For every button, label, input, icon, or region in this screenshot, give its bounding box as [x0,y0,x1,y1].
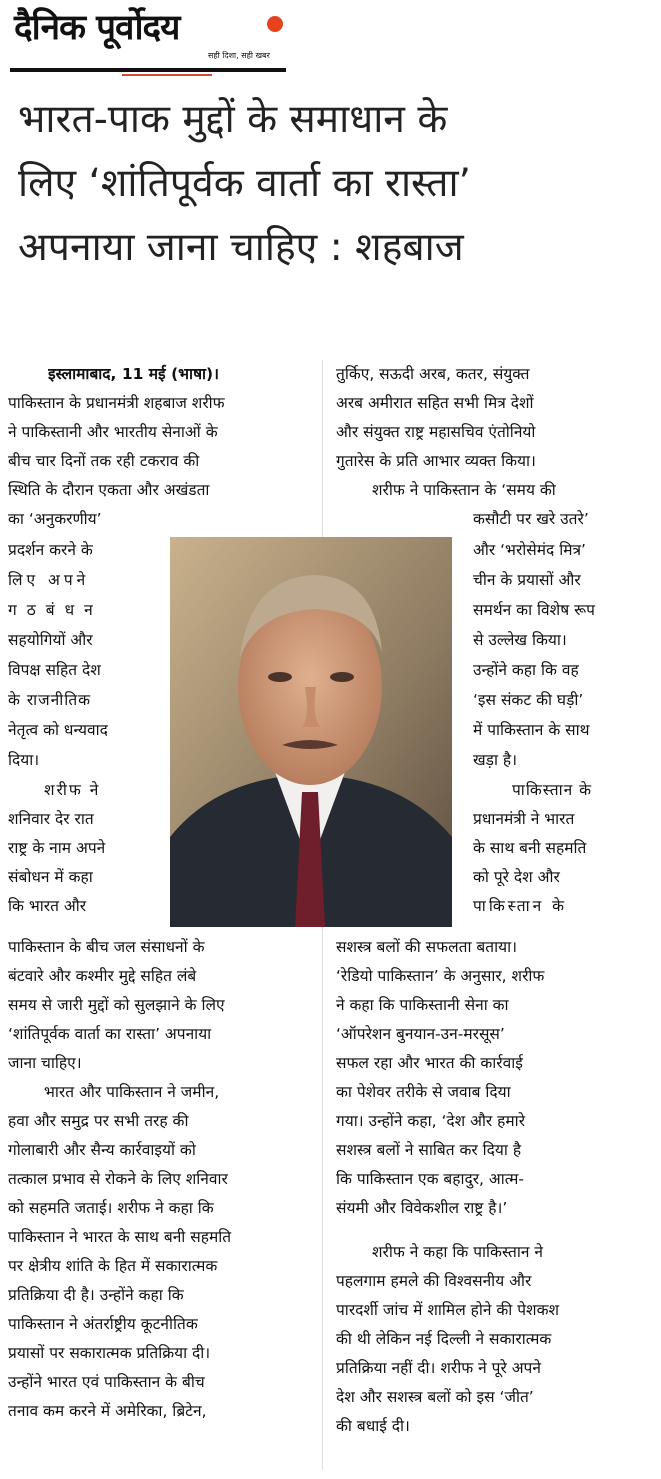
right-line: से उल्लेख किया। [473,631,567,649]
left-line: भारत और पाकिस्तान ने जमीन, [44,1083,220,1101]
headline-line-2: लिए ‘शांतिपूर्वक वार्ता का रास्ता’ [18,161,471,206]
left-line: ‘शांतिपूर्वक वार्ता का रास्ता’ अपनाया [8,1025,212,1043]
left-line: को सहमति जताई। शरीफ ने कहा कि [8,1199,214,1217]
left-line: गठबंधन [8,601,103,619]
left-line: का ‘अनुकरणीय’ [8,510,102,528]
left-line: पर क्षेत्रीय शांति के हित में सकारात्मक [8,1257,218,1275]
right-line: ‘ऑपरेशन बुनयान-उन-मरसूस’ [336,1025,505,1043]
left-line: के राजनीतिक [8,691,92,709]
left-line: प्रयासों पर सकारात्मक प्रतिक्रिया दी। [8,1344,211,1362]
left-line: जाना चाहिए। [8,1054,82,1072]
left-line: पाकिस्तान ने भारत के साथ बनी सहमति [8,1228,232,1246]
left-line: शरीफ ने [44,781,101,799]
left-line: पाकिस्तान के बीच जल संसाधनों के [8,938,205,956]
left-line: समय से जारी मुद्दों को सुलझाने के लिए [8,996,225,1014]
right-line: की थी लेकिन नई दिल्ली ने सकारात्मक [336,1330,552,1348]
masthead-title: दैनिक पूर्वोदय [14,8,180,48]
right-line: पहलगाम हमले की विश्वसनीय और [336,1272,532,1290]
right-line: तुर्किए, सऊदी अरब, कतर, संयुक्त [336,365,530,383]
left-line: उन्होंने भारत एवं पाकिस्तान के बीच [8,1373,205,1391]
right-line: देश और सशस्त्र बलों को इस ‘जीत’ [336,1388,534,1406]
right-line: को पूरे देश और [473,868,560,886]
left-line: प्रदर्शन करने के [8,541,93,559]
left-line: पाकिस्तान के प्रधानमंत्री शहबाज शरीफ [8,394,225,412]
right-line: पाकिस्तान के [473,897,568,915]
right-line: ने कहा कि पाकिस्तानी सेना का [336,996,509,1014]
left-line: बंटवारे और कश्मीर मुद्दे सहित लंबे [8,967,197,985]
right-line: कि पाकिस्तान एक बहादुर, आत्म- [336,1170,524,1188]
right-line: में पाकिस्तान के साथ [473,721,590,739]
left-line: हवा और समुद्र पर सभी तरह की [8,1112,189,1130]
masthead-rule [10,68,286,72]
left-line: तत्काल प्रभाव से रोकने के लिए शनिवार [8,1170,228,1188]
left-line: ने पाकिस्तानी और भारतीय सेनाओं के [8,423,218,441]
left-line: संबोधन में कहा [8,868,93,886]
right-line: खड़ा है। [473,751,518,769]
right-line: का पेशेवर तरीके से जवाब दिया [336,1083,511,1101]
right-line: और संयुक्त राष्ट्र महासचिव एंतोनियो [336,423,536,441]
masthead [10,6,286,72]
left-line: तनाव कम करने में अमेरिका, ब्रिटेन, [8,1402,207,1420]
portrait-photo [170,537,452,927]
right-line: पारदर्शी जांच में शामिल होने की पेशकश [336,1301,560,1319]
left-line: दिया। [8,751,40,769]
right-line: उन्होंने कहा कि वह [473,661,579,679]
masthead-red-line [122,74,212,76]
right-line: और ‘भरोसेमंद मित्र’ [473,541,586,559]
left-line: राष्ट्र के नाम अपने [8,839,106,857]
masthead-tagline: सही दिशा, सही खबर [208,51,270,60]
left-line: पाकिस्तान ने अंतर्राष्ट्रीय कूटनीतिक [8,1315,198,1333]
portrait-photo-icon [170,537,452,927]
right-line: संयमी और विवेकशील राष्ट्र है।’ [336,1199,508,1217]
dateline: इस्लामाबाद, 11 मई (भाषा)। [48,365,219,383]
left-line: लिए अपने [8,571,90,589]
right-line: समर्थन का विशेष रूप [473,601,595,619]
headline [18,88,648,280]
right-line: ‘इस संकट की घड़ी’ [473,691,584,709]
left-line: गोलाबारी और सैन्य कार्रवाइयों को [8,1141,196,1159]
headline-line-3: अपनाया जाना चाहिए : शहबाज [18,225,464,270]
right-line: ‘रेडियो पाकिस्तान’ के अनुसार, शरीफ [336,967,545,985]
left-line: बीच चार दिनों तक रही टकराव की [8,452,200,470]
left-line: कि भारत और [8,897,87,915]
right-line: पाकिस्तान के [512,781,593,799]
right-line: के साथ बनी सहमति [473,839,587,857]
left-line: प्रतिक्रिया दी है। उन्होंने कहा कि [8,1286,184,1304]
right-line: प्रधानमंत्री ने भारत [473,810,575,828]
right-line: सशस्त्र बलों की सफलता बताया। [336,938,517,956]
right-line: शरीफ ने कहा कि पाकिस्तान ने [372,1243,543,1261]
masthead-logo-dot-icon [267,16,283,32]
left-line: स्थिति के दौरान एकता और अखंडता [8,481,210,499]
left-line: नेतृत्व को धन्यवाद [8,721,108,739]
right-line: सशस्त्र बलों ने साबित कर दिया है [336,1141,522,1159]
left-line: सहयोगियों और [8,631,93,649]
left-line: विपक्ष सहित देश [8,661,101,679]
left-line: शनिवार देर रात [8,810,94,828]
right-line: सफल रहा और भारत की कार्रवाई [336,1054,523,1072]
right-line: गया। उन्होंने कहा, ‘देश और हमारे [336,1112,526,1130]
right-line: शरीफ ने पाकिस्तान के ‘समय की [372,481,556,499]
right-line: प्रतिक्रिया नहीं दी। शरीफ ने पूरे अपने [336,1359,541,1377]
right-line: की बधाई दी। [336,1417,410,1435]
headline-line-1: भारत-पाक मुद्दों के समाधान के [18,97,448,142]
right-line: अरब अमीरात सहित सभी मित्र देशों [336,394,534,412]
right-line: चीन के प्रयासों और [473,571,581,589]
right-line: गुतारेस के प्रति आभार व्यक्त किया। [336,452,536,470]
right-line: कसौटी पर खरे उतरे’ [473,510,589,528]
